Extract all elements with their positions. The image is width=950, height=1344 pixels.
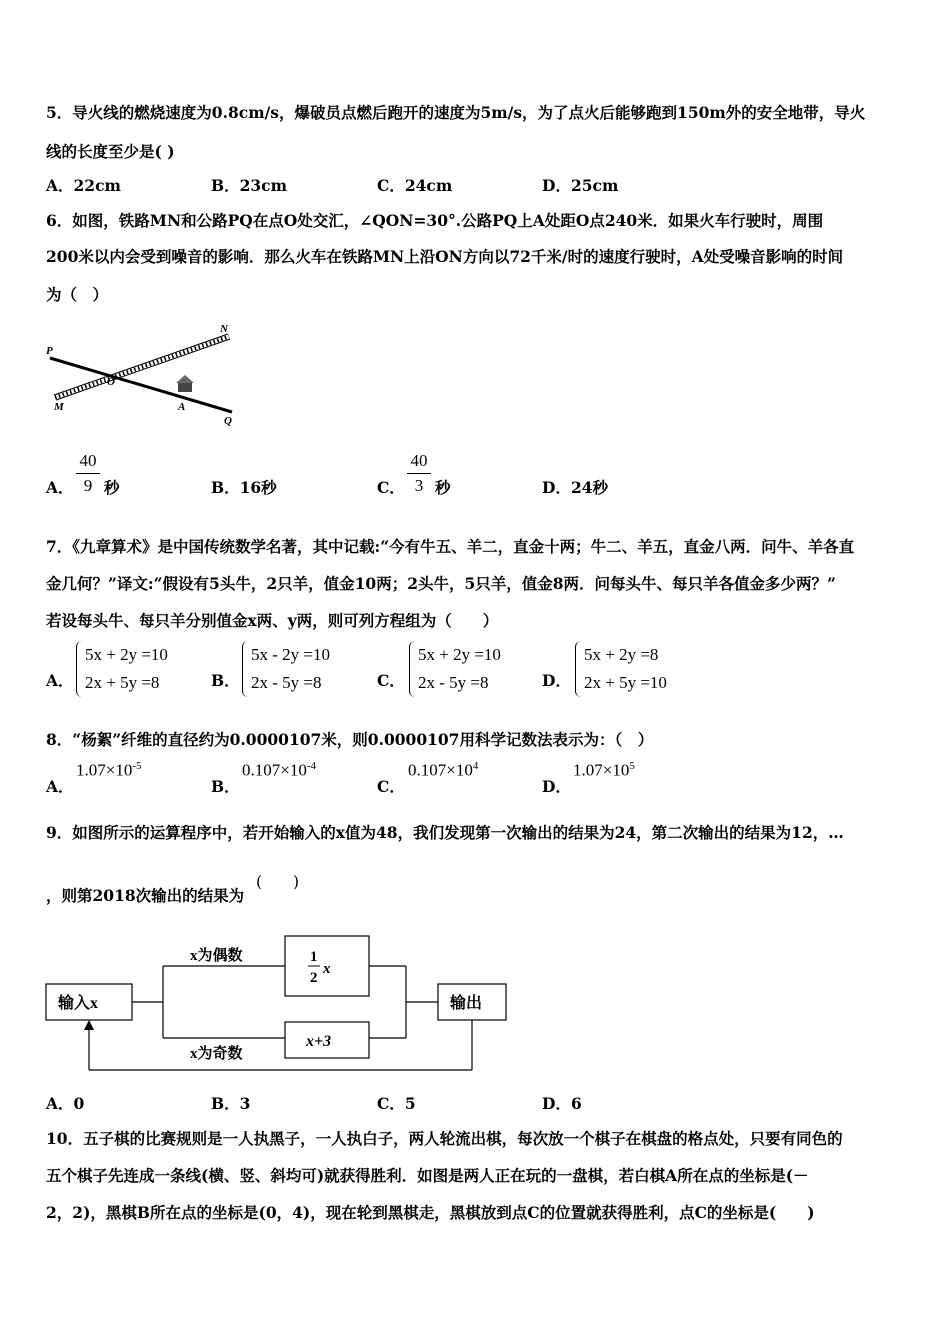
even-label: x为偶数 bbox=[190, 948, 243, 964]
q8-option-a-value: $1.07\times 10^{-5}$ bbox=[76, 760, 142, 780]
half-denominator: 2 bbox=[310, 970, 318, 986]
q8-option-d-letter: D． bbox=[542, 777, 571, 796]
q9-line-2: ，则第2018次输出的结果为 bbox=[46, 886, 245, 905]
q6-option-c-fraction bbox=[407, 451, 431, 496]
q5-option-c: C．24cm bbox=[377, 176, 453, 195]
flowchart bbox=[40, 928, 515, 1078]
equation: 2x - 5y =8 bbox=[251, 673, 322, 692]
output-label: 输出 bbox=[450, 995, 483, 1012]
q7-option-d-letter: D． bbox=[542, 671, 571, 690]
q6-option-b: B．16秒 bbox=[211, 478, 277, 497]
label-m: M bbox=[54, 401, 64, 413]
equation: 5x + 2y =8 bbox=[584, 645, 659, 664]
q8-line-1: 8．“杨絮”纤维的直径约为0.0000107米，则0.0000107用科学记数法表示为：（ ） bbox=[46, 730, 654, 749]
label-p: P bbox=[46, 345, 53, 357]
q5-option-a: A．22cm bbox=[46, 176, 121, 195]
q6-line-3: 为（ ） bbox=[46, 285, 109, 304]
q5-line-1: 5．导火线的燃烧速度为0.8cm/s，爆破员点燃后跑开的速度为5m/s，为了点火后能够跑到150m外的安全地带，导火 bbox=[46, 103, 866, 122]
fraction-denominator: 9 bbox=[83, 476, 93, 495]
q6-option-a-fraction bbox=[76, 451, 100, 496]
label-q: Q bbox=[224, 415, 232, 427]
q6-option-c-letter: C． bbox=[377, 478, 405, 497]
road-pq bbox=[50, 358, 232, 412]
equation: 5x + 2y =10 bbox=[418, 645, 501, 664]
q5-option-d: D．25cm bbox=[542, 176, 619, 195]
input-label: 输入x bbox=[58, 995, 99, 1012]
q8-option-c-value: $0.107\times 10^4$ bbox=[408, 760, 479, 780]
q8-option-b-letter: B． bbox=[211, 777, 240, 796]
q8-option-d-value: $1.07\times 10^5$ bbox=[573, 760, 635, 780]
label-n: N bbox=[220, 323, 228, 335]
q8-option-a-letter: A． bbox=[46, 777, 74, 796]
equation: 2x + 5y =8 bbox=[85, 673, 160, 692]
fraction-denominator: 3 bbox=[414, 476, 424, 495]
q5-line-2: 线的长度至少是( ) bbox=[46, 142, 175, 161]
q9-line-1: 9．如图所示的运算程序中，若开始输入的x值为48，我们发现第一次输出的结果为24，第二次输出的结果为12，… bbox=[46, 823, 844, 842]
q6-option-a-letter: A． bbox=[46, 478, 74, 497]
q8-option-b-value: $0.107\times 10^{-4}$ bbox=[242, 760, 317, 780]
q7-line-3: 若设每头牛、每只羊分别值金x两、y两，则可列方程组为（ ） bbox=[46, 611, 499, 630]
q6-option-a-unit: 秒 bbox=[104, 478, 120, 497]
q7-line-1: 7．《九章算术》是中国传统数学名著，其中记载:“今有牛五、羊二，直金十两；牛二、羊五，直金八两．问牛、羊各直 bbox=[46, 537, 855, 556]
q10-line-2: 五个棋子先连成一条线(横、竖、斜均可)就获得胜利．如图是两人正在玩的一盘棋，若白棋A所在点的坐标是(－ bbox=[46, 1166, 809, 1185]
q7-option-b-letter: B． bbox=[211, 671, 240, 690]
half-variable: x bbox=[323, 961, 331, 977]
plus3-label: x+3 bbox=[306, 1033, 332, 1050]
arrow-up-icon bbox=[84, 1020, 94, 1030]
q9-option-d: D．6 bbox=[542, 1094, 582, 1113]
q8-option-c-letter: C． bbox=[377, 777, 405, 796]
q10-line-3: 2，2)，黑棋B所在点的坐标是(0，4)，现在轮到黑棋走，黑棋放到点C的位置就获得胜利，点C的坐标是( ) bbox=[46, 1203, 815, 1222]
odd-label: x为奇数 bbox=[190, 1046, 243, 1062]
q10-line-1: 10．五子棋的比赛规则是一人执黑子，一人执白子，两人轮流出棋，每次放一个棋子在棋盘的格点处，只要有同色的 bbox=[46, 1129, 843, 1148]
q6-line-2: 200米以内会受到噪音的影响．那么火车在铁路MN上沿ON方向以72千米/时的速度行驶时，A处受噪音影响的时间 bbox=[46, 247, 844, 266]
equation: 5x + 2y =10 bbox=[85, 645, 168, 664]
label-a: A bbox=[178, 401, 186, 413]
q6-option-c-unit: 秒 bbox=[435, 478, 451, 497]
q7-option-c-letter: C． bbox=[377, 671, 405, 690]
q6-option-d: D．24秒 bbox=[542, 478, 609, 497]
half-numerator: 1 bbox=[310, 949, 318, 965]
equation: 2x - 5y =8 bbox=[418, 673, 489, 692]
house-icon bbox=[178, 382, 192, 392]
railway-road-figure bbox=[44, 320, 244, 430]
q9-option-c: C．5 bbox=[377, 1094, 416, 1113]
q9-option-a: A．0 bbox=[46, 1094, 85, 1113]
fraction-numerator: 40 bbox=[79, 451, 97, 470]
q9-option-b: B．3 bbox=[211, 1094, 251, 1113]
q7-option-a-letter: A． bbox=[46, 671, 74, 690]
q6-line-1: 6．如图，铁路MN和公路PQ在点O处交汇，∠QON=30°.公路PQ上A处距O点240米．如果火车行驶时，周围 bbox=[46, 211, 824, 230]
equation: 5x - 2y =10 bbox=[251, 645, 330, 664]
q7-line-2: 金几何？”译文:“假设有5头牛，2只羊，值金10两；2头牛，5只羊，值金8两．问每头牛、每只羊各值金多少两？” bbox=[46, 574, 836, 593]
q9-answer-paren: ( ) bbox=[256, 873, 300, 891]
fraction-numerator: 40 bbox=[410, 451, 428, 470]
equation: 2x + 5y =10 bbox=[584, 673, 667, 692]
q5-option-b: B．23cm bbox=[211, 176, 288, 195]
label-o: O bbox=[107, 376, 115, 388]
